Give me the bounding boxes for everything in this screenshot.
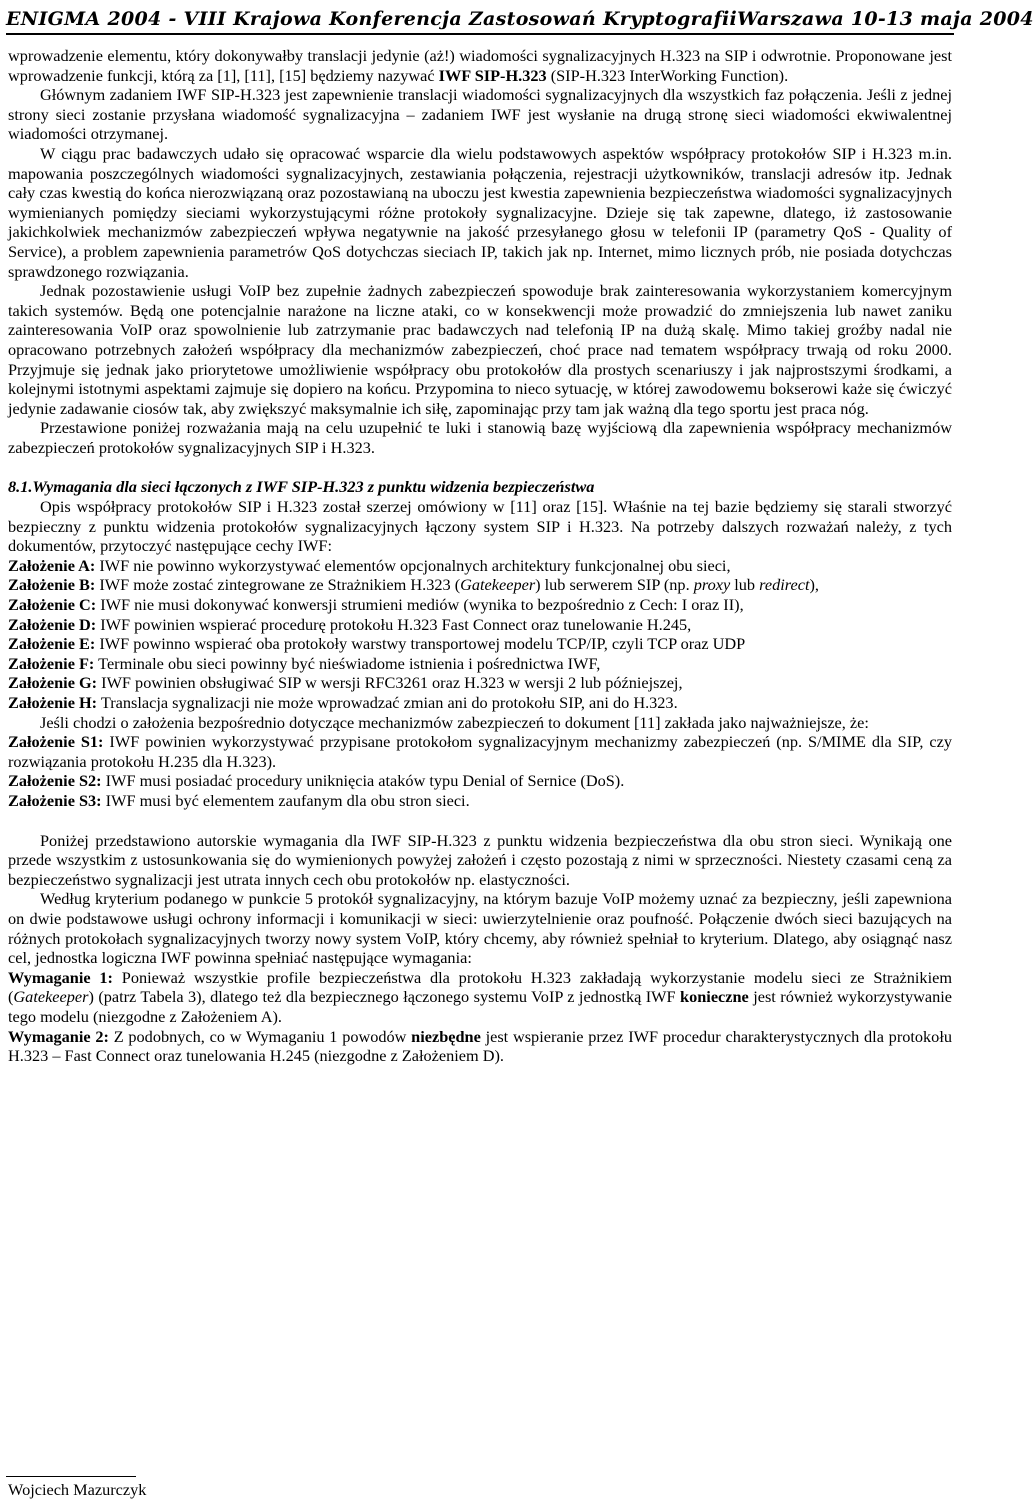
assumption-d: Założenie D: IWF powinien wspierać procedurę protokołu H.323 Fast Connect oraz tunelowanie H.245, <box>8 614 692 634</box>
assumption-c: Założenie C: IWF nie musi dokonywać konwersji strumieni mediów (wynika to bezpośrednio z Cech: I oraz II), <box>8 595 744 615</box>
assumption-h: Założenie H: Translacja sygnalizacji nie może wprowadzać zmian ani do protokołu SIP, ani do H.323. <box>8 693 678 712</box>
assumption-s1: Założenie S1: IWF powinien wykorzystywać przypisane protokołom sygnalizacyjnym mechanizmy zabezpieczeń (np. S/MIME dla SIP, czy rozwiązania protokołu H.235 dla H.323). <box>8 732 952 771</box>
paragraph-3: W ciągu prac badawczych udało się opracować wsparcie dla wielu podstawowych aspektów współpracy protokołów SIP i H.323 m.in. mapowania poszczególnych wiadomości sygnalizacyjnych, zestawiania połączenia, rejestracji użytkowników, translacji adresów itp. Jednak cały czas kwestią do końca nierozwiązaną oraz pozostawianą na uboczu jest kwestia zapewnienia bezpieczeństwa wiadomości sygnalizacyjnych wymienianych pomiędzy sieciami wykorzystującymi różne protokoły sygnalizacyjne. Dzieje się tak zapewne, dlatego, iż zastosowanie jakichkolwiek mechanizmów zabezpieczeń wpływa negatywnie na jakość przesyłanego głosu w telefonii IP (parametry QoS - Quality of Service), a problem zapewnienia parametrów QoS dotychczas sieciach IP, takich jak np. Internet, mimo licznych prób, nie posiada dotychczas sprawdzonego rozwiązania. <box>8 143 952 281</box>
assumption-a: Założenie A: IWF nie powinno wykorzystywać elementów opcjonalnych architektury funkcjonalnej obu sieci, <box>8 555 731 575</box>
assumption-s3: Założenie S3: IWF musi być elementem zaufanym dla obu stron sieci. <box>8 790 470 810</box>
section-heading: 8.1.Wymagania dla sieci łączonych z IWF SIP-H.323 z punktu widzenia bezpieczeństwa <box>8 477 595 497</box>
document-body <box>8 46 952 1066</box>
assumption-g: Założenie G: IWF powinien obsługiwać SIP w wersji RFC3261 oraz H.323 w wersji 2 lub późniejszej, <box>8 673 683 693</box>
paragraph-8: Poniżej przedstawiono autorskie wymagania dla IWF SIP-H.323 z punktu widzenia bezpieczeństwa dla obu stron sieci. Wynikają one przede wszystkim z ustosunkowania się do wymienionych powyżej założeń i często pozostają z nimi w sprzeczności. Niestety czasami ceną za bezpieczeństwo sygnalizacji jest utrata innych cech obu protokołów np. elastyczności. <box>8 830 952 889</box>
paragraph-6: Opis współpracy protokołów SIP i H.323 został szerzej omówiony w [11] oraz [15]. Właśnie na tej bazie będziemy się starali stworzyć bezpieczny z punktu widzenia protokołów sygnalizacyjnych łączony system SIP i H.323. Na potrzeby dalszych rozważań należy, z tych dokumentów, przytoczyć następujące cechy IWF: <box>8 497 952 556</box>
requirement-2: Wymaganie 2: Z podobnych, co w Wymaganiu 1 powodów niezbędne jest wspieranie przez IWF procedur charakterystycznych dla protokołu H.323 – Fast Connect oraz tunelowania H.245 (niezgodne z Założeniem D). <box>8 1026 952 1066</box>
footer-author: Wojciech Mazurczyk <box>8 1480 147 1499</box>
footer-rule <box>6 1476 136 1477</box>
paragraph-2: Głównym zadaniem IWF SIP-H.323 jest zapewnienie translacji wiadomości sygnalizacyjnych dla wszystkich faz połączenia. Jeśli z jednej strony sieci zostanie przysłana wiadomość sygnalizacyjna – zadaniem IWF jest wysłanie na drugą stronę sieci wiadomości ekwiwalentnej wiadomości otrzymanej. <box>8 85 952 144</box>
running-header <box>6 2 1034 30</box>
paragraph-7: Jeśli chodzi o założenia bezpośrednio dotyczące mechanizmów zabezpieczeń to dokument [11] zakłada jako najważniejsze, że: <box>40 712 869 732</box>
assumption-f: Założenie F: Terminale obu sieci powinny być nieświadome istnienia i pośrednictwa IWF, <box>8 653 601 673</box>
requirement-1: Wymaganie 1: Ponieważ wszystkie profile bezpieczeństwa dla protokołu H.323 zakładają wykorzystanie modelu sieci ze Strażnikiem (Gatekeeper) (patrz Tabela 3), dlatego też dla bezpiecznego łączonego systemu VoIP z jednostką IWF konieczne jest również wykorzystywanie tego modelu (niezgodne z Założeniem A). <box>8 967 952 1026</box>
paragraph-1: wprowadzenie elementu, który dokonywałby translacji jedynie (aż!) wiadomości sygnalizacyjnych H.323 na SIP i odwrotnie. Proponowane jest wprowadzenie funkcji, którą za [1], [11], [15] będziemy nazywać IWF SIP-H.323 (SIP-H.323 InterWorking Function). <box>8 46 952 85</box>
assumption-b: Założenie B: IWF może zostać zintegrowane ze Strażnikiem H.323 (Gatekeeper) lub serwerem SIP (np. proxy lub redirect), <box>8 575 819 595</box>
paragraph-4: Jednak pozostawienie usługi VoIP bez zupełnie żadnych zabezpieczeń spowoduje brak zainteresowania wykorzystaniem komercyjnym takich systemów. Będą one potencjalnie narażone na liczne ataki, co w konsekwencji może prowadzić do zmniejszenia lub nawet zaniku zainteresowania VoIP oraz spowolnienie lub zatrzymanie prac badawczych nad telefonią IP na dużą skalę. Mimo takiej groźby nadal nie opracowano potrzebnych założeń współpracy dla mechanizmów zabezpieczeń, choć prace nad tematem współpracy trwają od roku 2000. Przyjmuje się jednak jako priorytetowe umożliwienie współpracy obu protokołów dla prostych scenariuszy i jak najprostszymi środkami, a kolejnymi istotnymi aspektami zajmuje się dopiero na końcu. Przypomina to nieco sytuację, w której zawodowemu bokserowi każe się ćwiczyć jedynie zadawanie ciosów tak, aby zwiększyć maksymalnie ich siłę, zapominając przy tam jak ważną dla tego sportu jest praca nóg. <box>8 281 952 418</box>
paragraph-9: Według kryterium podanego w punkcie 5 protokół sygnalizacyjny, na którym bazuje VoIP możemy uznać za bezpieczny, jeśli zapewniona on dwie podstawowe usługi ochrony informacji i komunikacji w sieci: uwierzytelnienie oraz poufność. Połączenie dwóch sieci bazujących na różnych protokołach sygnalizacyjnych tworzy nowy system VoIP, który chcemy, aby również spełniał to kryterium. Dlatego, aby osiągnąć nasz cel, jednostka logiczna IWF powinna spełniać następujące wymagania: <box>8 889 952 968</box>
assumption-e: Założenie E: IWF powinno wspierać oba protokoły warstwy transportowej modelu TCP/IP, czyli TCP oraz UDP <box>8 634 746 654</box>
paragraph-5: Przestawione poniżej rozważania mają na celu uzupełnić te luki i stanowią bazę wyjściową dla zapewnienia współpracy mechanizmów zabezpieczeń protokołów sygnalizacyjnych SIP i H.323. <box>8 418 952 457</box>
header-place-date: Warszawa 10-13 maja 2004 <box>737 8 1034 30</box>
assumption-s2: Założenie S2: IWF musi posiadać procedury uniknięcia ataków typu Denial of Sernice (DoS). <box>8 771 625 791</box>
header-rule <box>6 33 954 35</box>
header-conference-title: ENIGMA 2004 - VIII Krajowa Konferencja Zastosowań Kryptografii <box>6 8 738 30</box>
